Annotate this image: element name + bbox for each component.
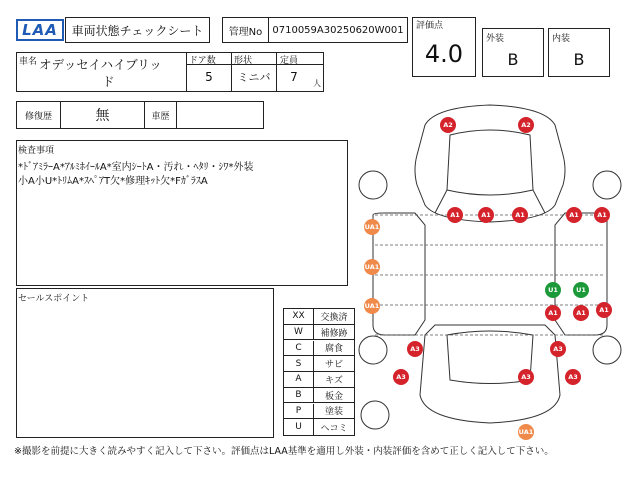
car-rear-outline: [420, 325, 560, 423]
sales-title: セールスポイント: [18, 294, 90, 304]
doors-label: ドア数: [189, 56, 216, 66]
vehicle-name-label: 車名: [19, 57, 38, 67]
body-label: 形状: [234, 56, 253, 66]
naiso-label: 内装: [552, 34, 571, 44]
divider-capacity: [276, 52, 277, 92]
damage-mark: UA1: [364, 219, 380, 235]
damage-mark: A1: [478, 207, 494, 223]
footer-note: ※撮影を前提に大きく読みやすく記入して下さい。評価点はLAA基準を適用し外装・内装評価を含めて正しく記入して下さい。: [14, 446, 554, 457]
damage-mark: A3: [550, 341, 566, 357]
damage-mark: UA1: [518, 424, 534, 440]
legend-code: W: [284, 325, 314, 340]
legend-row: [284, 372, 354, 388]
legend-row: [284, 356, 354, 372]
damage-mark: A2: [518, 117, 534, 133]
repair-history-label: 修復歴: [24, 111, 52, 122]
legend-row: [284, 388, 354, 404]
damage-mark: A3: [393, 369, 409, 385]
capacity-unit: 人: [313, 79, 321, 88]
gaiso-label: 外装: [486, 34, 505, 44]
legend-text: ヘコミ: [320, 423, 348, 434]
vehicle-history-value: [177, 102, 263, 128]
naiso-value: B: [573, 49, 585, 69]
damage-mark: U1: [545, 282, 561, 298]
legend-text: 塗装: [324, 407, 343, 418]
damage-mark: A1: [447, 207, 463, 223]
legend-table: [283, 308, 355, 436]
legend-row: [284, 309, 354, 325]
legend-text: 補修跡: [320, 328, 348, 339]
kanri-value: 0710059A30250620W001: [272, 24, 404, 36]
car-top-outline: [415, 105, 565, 222]
damage-mark: A2: [440, 117, 456, 133]
laa-logo: LAA: [16, 19, 64, 41]
legend-code: U: [284, 419, 314, 435]
legend-text: サビ: [324, 360, 343, 370]
legend-text: 板金: [324, 391, 343, 402]
legend-row: [284, 404, 354, 420]
sheet-title: 車両状態チェックシート: [71, 23, 204, 38]
damage-mark: U1: [573, 282, 589, 298]
damage-mark: A1: [573, 305, 589, 321]
vehicle-name-value-line2: ド: [102, 74, 115, 89]
hyoka-value: 4.0: [424, 40, 464, 68]
damage-mark: A1: [596, 302, 612, 318]
legend-code: XX: [284, 309, 314, 324]
legend-text: 腐食: [324, 344, 343, 355]
kanri-label: 管理No: [228, 26, 263, 38]
hyoka-label: 評価点: [416, 21, 444, 31]
damage-mark: A1: [566, 207, 582, 223]
car-top-roof: [447, 130, 533, 195]
legend-code: B: [284, 388, 314, 403]
damage-mark: A1: [594, 207, 610, 223]
vehicle-history-label: 車歴: [151, 111, 170, 122]
damage-mark: UA1: [364, 259, 380, 275]
vehicle-name-value-line1: オデッセイハイブリッ: [39, 57, 162, 72]
legend-code: C: [284, 341, 314, 356]
body-value: ミニバ: [237, 71, 271, 84]
legend-text: 交換済: [320, 312, 348, 323]
damage-mark: A3: [518, 369, 534, 385]
legend-row: [284, 419, 354, 435]
legend-text: キズ: [325, 375, 343, 386]
damage-mark: A1: [545, 305, 561, 321]
gaiso-value: B: [507, 49, 519, 69]
car-diagram: [355, 95, 625, 440]
damage-mark: A3: [407, 341, 423, 357]
capacity-value: 7: [290, 70, 298, 84]
repair-history-value: 無: [95, 108, 110, 124]
car-left-side: [373, 213, 425, 335]
damage-mark: A3: [565, 369, 581, 385]
damage-mark: UA1: [364, 298, 380, 314]
sales-box: [16, 288, 274, 438]
legend-row: [284, 341, 354, 357]
doors-value: 5: [205, 70, 213, 84]
inspection-line1: *ﾄﾞｱﾐﾗｰA*ｱﾙﾐﾎｲｰﾙA*室内ｼｰﾄA・汚れ・ﾍﾀﾘ・ｼﾜ*外装: [18, 162, 254, 173]
legend-row: [284, 325, 354, 341]
legend-code: A: [284, 372, 314, 387]
damage-mark: A1: [512, 207, 528, 223]
capacity-label: 定員: [280, 56, 299, 66]
legend-code: S: [284, 356, 314, 371]
inspection-title: 検査事項: [18, 146, 55, 156]
inspection-line2: 小A小U*ﾄﾘﾑA*ｽﾍﾟｱT欠*修理ｷｯﾄ欠*FｶﾞﾗｽA: [18, 176, 208, 187]
legend-code: P: [284, 404, 314, 419]
